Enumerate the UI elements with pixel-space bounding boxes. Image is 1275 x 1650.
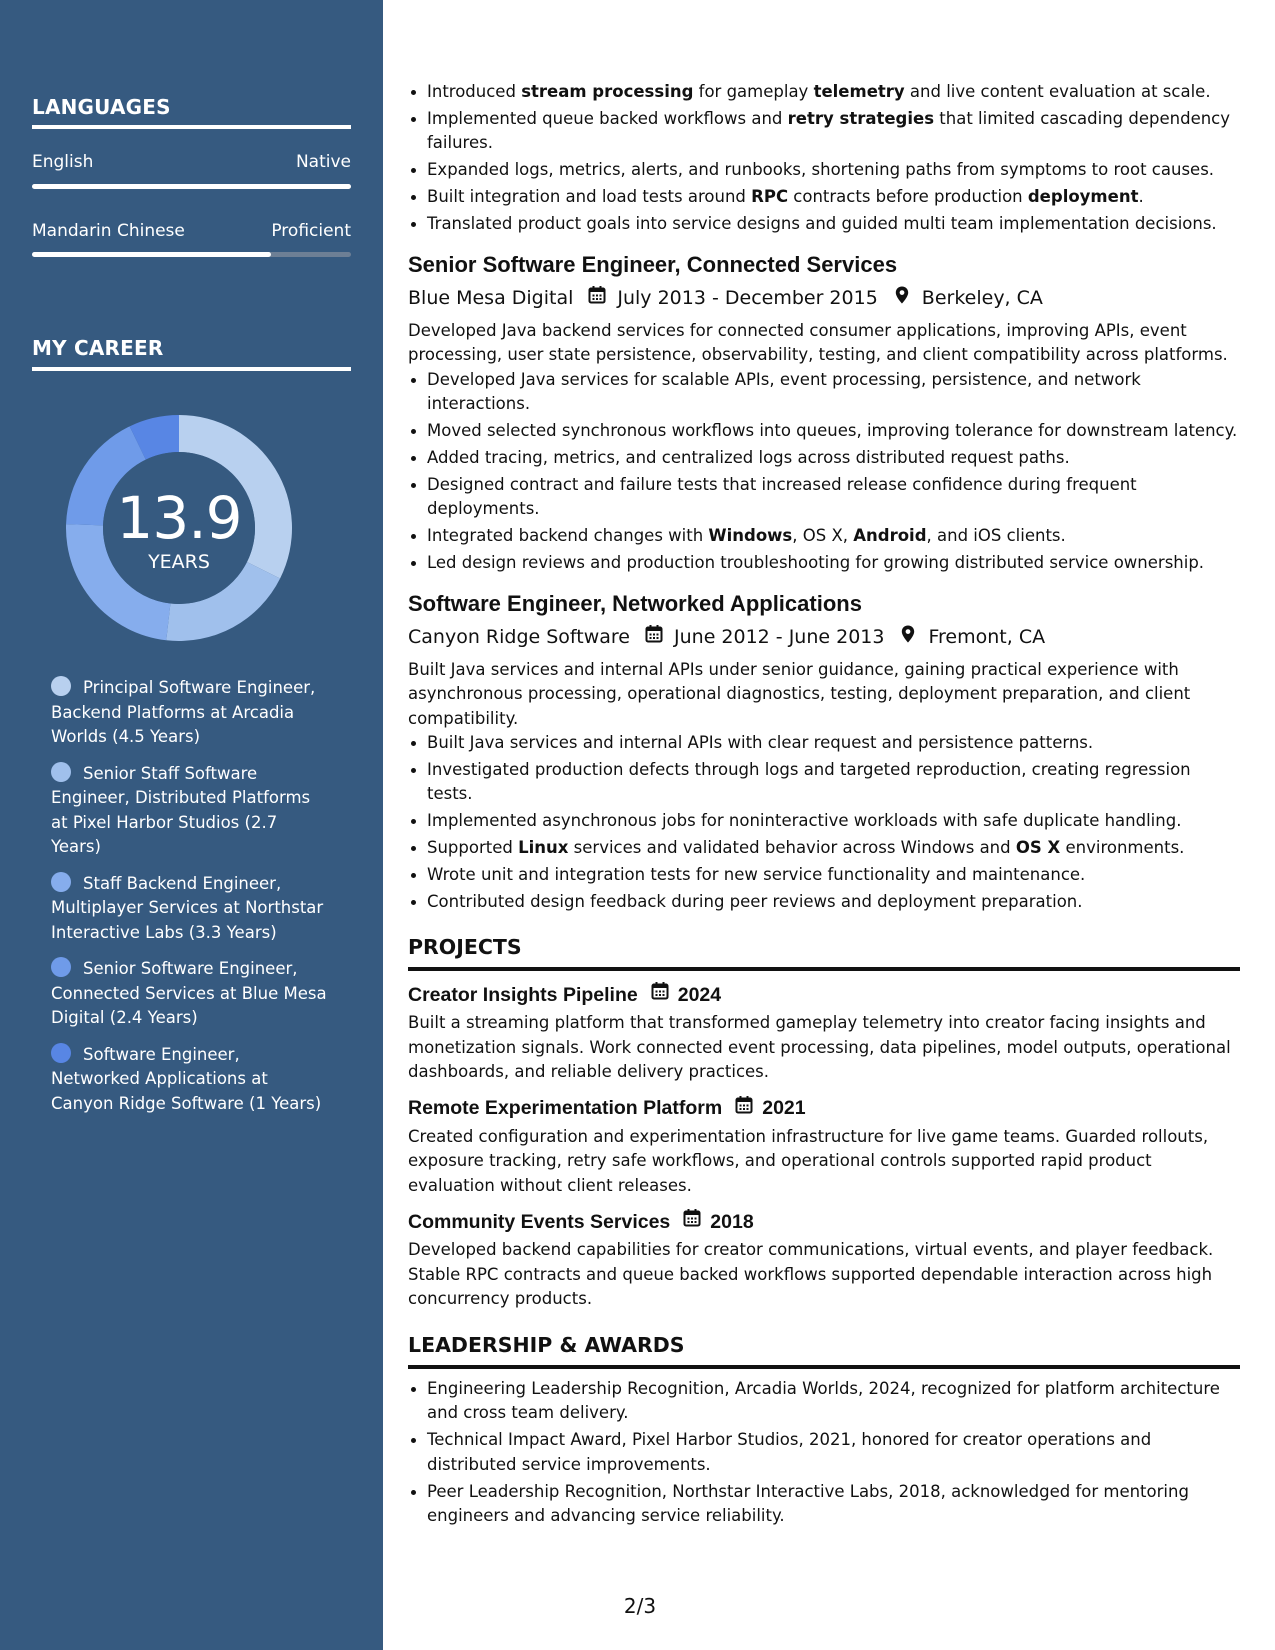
map-pin-icon	[898, 624, 918, 650]
bullet-text: Implemented queue backed workflows and	[427, 108, 788, 128]
language-name: English	[32, 152, 94, 172]
bullet-keyword: telemetry	[813, 82, 905, 101]
leadership-heading: LEADERSHIP & AWARDS	[408, 1332, 685, 1357]
career-donut-chart	[66, 415, 292, 641]
language-level: Proficient	[271, 221, 351, 241]
bullet-text: , OS X,	[792, 526, 854, 546]
bullet-item	[427, 212, 1240, 237]
career-legend-item	[51, 1043, 331, 1117]
projects-heading-rule	[408, 967, 1240, 971]
bullet-item	[427, 731, 1240, 756]
leadership-list	[408, 1377, 1240, 1529]
leadership-item: • Peer Leadership Recognition, Northstar Interactive Labs, 2018, acknowledged for mentoring engineers and advancing service reliability.	[427, 1480, 1240, 1529]
calendar-icon	[650, 981, 670, 1008]
project-entry	[408, 1095, 1240, 1199]
calendar-icon	[734, 1095, 754, 1122]
bullet-text: Built integration and load tests around	[427, 187, 752, 207]
bullet-item	[427, 524, 1240, 549]
donut-center	[66, 415, 292, 641]
career-dot-icon	[51, 957, 71, 977]
bullet-text: Moved selected synchronous workflows into queues, improving tolerance for downstream latency.	[427, 420, 1238, 440]
job-title: Senior Software Engineer, Connected Services	[408, 251, 898, 277]
career-legend-label: Senior Software Engineer, Connected Services at Blue Mesa Digital (2.4 Years)	[51, 959, 327, 1027]
bullet-keyword: Linux	[518, 838, 569, 858]
languages-heading: LANGUAGES	[32, 95, 171, 119]
bullet-text: Designed contract and failure tests that increased release confidence during frequent deployments.	[427, 474, 1137, 519]
project-description: Built a streaming platform that transformed gameplay telemetry into creator facing insights and monetization signals. Work connected event processing, data pipelines, model outputs, operational dashboards, and reliable delivery practices.	[408, 1013, 1231, 1082]
job-dates: July 2013 - December 2015	[617, 286, 878, 309]
calendar-icon	[644, 624, 664, 650]
projects-heading: PROJECTS	[408, 935, 522, 960]
career-legend-label: Software Engineer, Networked Applications at Canyon Ridge Software (1 Years)	[51, 1044, 322, 1113]
total-years-unit: YEARS	[148, 551, 210, 573]
bullet-keyword: retry strategies	[787, 108, 935, 128]
bullet-item	[427, 446, 1240, 471]
main-content	[408, 80, 1240, 1531]
career-dot-icon	[51, 676, 71, 696]
bullet-text: services and validated behavior across Windows and	[568, 838, 1016, 858]
bullet-text: Integrated backend changes with	[427, 526, 709, 546]
project-title-row	[408, 981, 1240, 1008]
job-title: Software Engineer, Networked Applications	[408, 590, 862, 616]
project-year: 2018	[710, 1210, 754, 1233]
job-location: Fremont, CA	[928, 625, 1046, 648]
bullet-text: .	[1138, 187, 1144, 207]
job-company: Canyon Ridge Software	[408, 625, 630, 648]
bullet-text: Contributed design feedback during peer reviews and deployment preparation.	[427, 891, 1083, 911]
bullet-item	[427, 107, 1240, 156]
bullet-text: Built Java services and internal APIs with clear request and persistence patterns.	[427, 733, 1094, 753]
job-company: Blue Mesa Digital	[408, 286, 574, 309]
project-title-row	[408, 1208, 1240, 1235]
language-row-mandarin	[32, 221, 351, 241]
projects-list	[408, 981, 1240, 1312]
sidebar	[0, 0, 383, 1650]
language-proficiency-bar	[32, 252, 351, 257]
calendar-icon	[682, 1208, 702, 1235]
bullet-text: Translated product goals into service designs and guided multi team implementation decisions.	[427, 214, 1217, 234]
bullet-text: Supported	[427, 838, 519, 858]
bullet-text: environments.	[1060, 838, 1185, 858]
languages-heading-rule	[32, 125, 351, 129]
bullet-text: contracts before production	[788, 187, 1028, 207]
job-entry	[408, 590, 1240, 915]
language-name: Mandarin Chinese	[32, 221, 185, 241]
job-dates: June 2012 - June 2013	[674, 625, 885, 648]
project-year: 2021	[762, 1097, 806, 1120]
bullet-text: that limited cascading dependency failures.	[427, 108, 1231, 153]
job-summary: Developed Java backend services for connected consumer applications, improving APIs, event processing, user state persistence, observability, testing, and client compatibility across platforms.	[408, 320, 1228, 365]
career-legend-item	[51, 676, 331, 750]
bullet-text: Implemented asynchronous jobs for noninteractive workloads with safe duplicate handling.	[427, 811, 1182, 831]
job-meta	[408, 624, 1240, 650]
calendar-icon	[587, 285, 607, 311]
career-legend-item	[51, 762, 331, 860]
career-legend-label: Principal Software Engineer, Backend Platforms at Arcadia Worlds (4.5 Years)	[51, 678, 316, 746]
project-title: Remote Experimentation Platform	[408, 1097, 723, 1120]
bullet-text: Introduced	[427, 82, 522, 101]
career-dot-icon	[51, 872, 71, 892]
bullet-keyword: stream processing	[521, 82, 694, 101]
job-entry	[408, 251, 1240, 576]
career-heading-rule	[32, 367, 351, 371]
bullet-item	[427, 185, 1240, 210]
career-legend-label: Staff Backend Engineer, Multiplayer Services at Northstar Interactive Labs (3.3 Years)	[51, 873, 324, 942]
bullet-item	[427, 368, 1240, 417]
bullet-item	[427, 419, 1240, 444]
career-heading: MY CAREER	[32, 336, 164, 360]
job-summary: Built Java services and internal APIs under senior guidance, gaining practical experience with asynchronous processing, operational diagnostics, testing, deployment preparation, and client compatibility.	[408, 659, 1191, 728]
career-dot-icon	[51, 1043, 71, 1063]
bullet-text: Developed Java services for scalable APIs, event processing, persistence, and network interactions.	[427, 369, 1141, 414]
job-bullets	[408, 368, 1240, 576]
bullet-item	[427, 836, 1240, 861]
job-location: Berkeley, CA	[921, 286, 1043, 309]
project-entry	[408, 981, 1240, 1085]
bullet-keyword: deployment	[1027, 187, 1139, 207]
bullet-text: Led design reviews and production troubleshooting for growing distributed service ownership.	[427, 553, 1205, 573]
bullet-item	[427, 863, 1240, 888]
bullet-item	[427, 80, 1240, 105]
project-title: Creator Insights Pipeline	[408, 983, 638, 1006]
previous-job-bullets	[408, 80, 1240, 237]
career-legend-item	[51, 872, 331, 946]
bullet-item	[427, 158, 1240, 183]
bullet-keyword: Windows	[708, 526, 793, 546]
job-meta	[408, 285, 1240, 311]
leadership-item: • Technical Impact Award, Pixel Harbor Studios, 2021, honored for creator operations and distributed service improvements.	[427, 1428, 1240, 1477]
bullet-item	[427, 890, 1240, 915]
project-entry	[408, 1208, 1240, 1312]
language-proficiency-fill	[32, 184, 351, 189]
career-legend-label: Senior Staff Software Engineer, Distributed Platforms at Pixel Harbor Studios (2.7 Years)	[51, 763, 311, 856]
project-description: Developed backend capabilities for creator communications, virtual events, and player feedback. Stable RPC contracts and queue backed workflows supported dependable interaction across high concurrency products.	[408, 1240, 1214, 1309]
bullet-text: Expanded logs, metrics, alerts, and runbooks, shortening paths from symptoms to root causes.	[427, 160, 1215, 180]
bullet-item	[427, 551, 1240, 576]
bullet-text: and live content evaluation at scale.	[904, 82, 1211, 101]
bullet-text: , and iOS clients.	[926, 526, 1066, 546]
total-years-value: 13.9	[116, 484, 242, 552]
bullet-item	[427, 473, 1240, 522]
page-number: 2/3	[623, 1594, 657, 1618]
project-title: Community Events Services	[408, 1210, 671, 1233]
bullet-keyword: RPC	[751, 187, 789, 207]
project-description: Created configuration and experimentation infrastructure for live game teams. Guarded rollouts, exposure tracking, retry safe workflows, and operational controls supported rapid product evaluation without client releases.	[408, 1126, 1209, 1195]
career-legend	[51, 676, 331, 1128]
career-dot-icon	[51, 762, 71, 782]
bullet-item	[427, 809, 1240, 834]
bullet-keyword: Android	[853, 526, 927, 546]
bullet-text: Added tracing, metrics, and centralized logs across distributed request paths.	[427, 447, 1070, 467]
language-proficiency-bar	[32, 184, 351, 189]
experience-list	[408, 251, 1240, 915]
career-legend-item	[51, 957, 331, 1031]
project-title-row	[408, 1095, 1240, 1122]
language-row-english	[32, 152, 351, 172]
job-bullets	[408, 731, 1240, 914]
bullet-text: for gameplay	[693, 82, 814, 101]
map-pin-icon	[892, 285, 912, 311]
bullet-keyword: OS X	[1015, 838, 1061, 858]
leadership-item: • Engineering Leadership Recognition, Arcadia Worlds, 2024, recognized for platform architecture and cross team delivery.	[427, 1377, 1240, 1426]
bullet-text: Wrote unit and integration tests for new service functionality and maintenance.	[427, 865, 1086, 885]
project-year: 2024	[677, 983, 722, 1006]
language-level: Native	[295, 152, 351, 172]
leadership-heading-rule	[408, 1365, 1240, 1369]
bullet-item	[427, 758, 1240, 807]
bullet-text: Investigated production defects through logs and targeted reproduction, creating regression tests.	[427, 759, 1191, 804]
language-proficiency-fill	[32, 252, 271, 257]
